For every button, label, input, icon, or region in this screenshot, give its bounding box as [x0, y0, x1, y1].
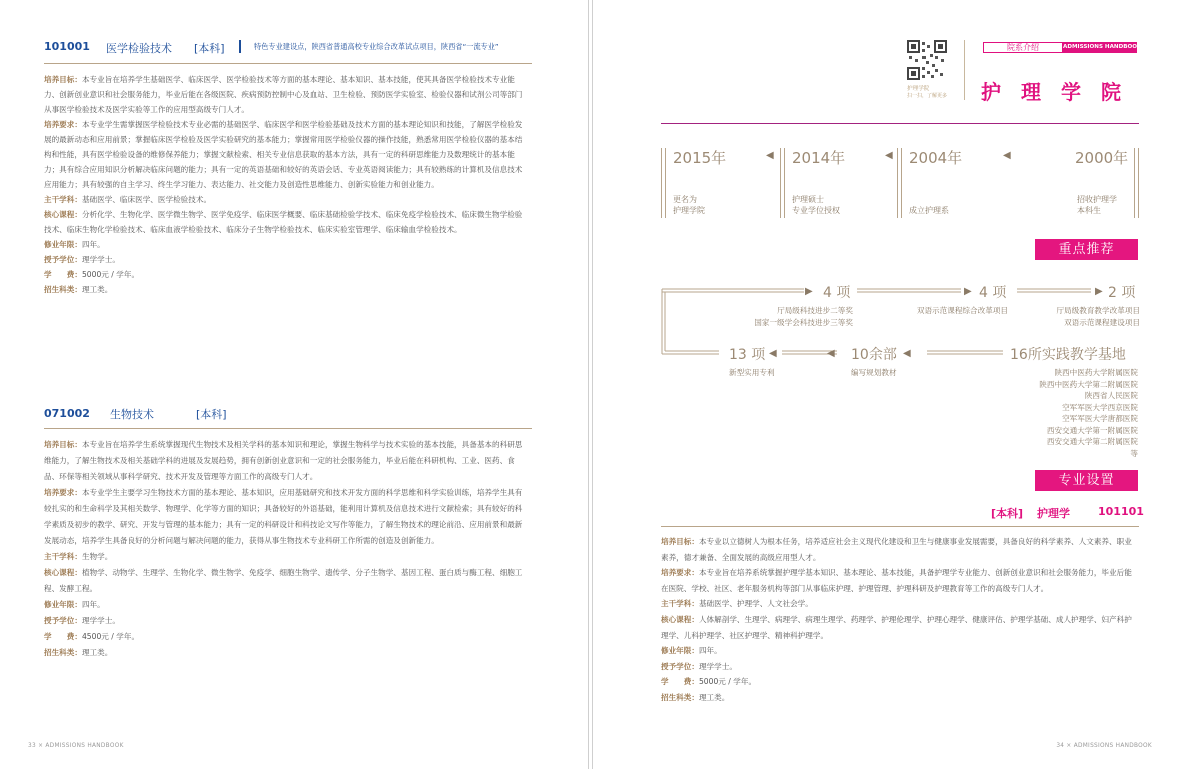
major1-divider [239, 40, 241, 53]
major2-goal: 培养目标：本专业旨在培养学生系统掌握现代生物技术及相关学科的基本知识和理论，掌握生物科学与技术实验的基本技能，具备基本的科研思维能力，了解生物技术及相关基础学科的进展及发展趋势，拥有创新创业意识和一定的社会服务能力，毕业后能在科研机构、工业、医药、食品、环保等相关领域从事科学研究、技术开发及管理等方面工作的高级专门人才。 [44, 440, 523, 481]
college-title: 护 理 学 院 [981, 80, 1121, 104]
rec-num-3: 2 项 [1108, 285, 1136, 301]
timeline-2014-line2: 专业学位授权 [792, 206, 840, 215]
timeline-bar-6 [901, 148, 902, 218]
rec-num-4: 13 项 [729, 347, 766, 363]
major-duration: 修业年限：四年。 [661, 646, 722, 656]
rec-arrow-2: ▶ [964, 286, 972, 297]
major-level: [本科] [991, 507, 1024, 520]
rec-num-2: 4 项 [979, 285, 1007, 301]
rec-num-5: 10余部 [851, 347, 897, 363]
left-page [0, 0, 589, 769]
major-name: 护理学 [1037, 507, 1070, 520]
timeline-bar-8 [1138, 148, 1139, 218]
major2-code: 071002 [44, 407, 90, 420]
major-body [661, 534, 1137, 706]
major-tuition: 学 费：5000元 / 学年。 [661, 677, 757, 687]
major-category: 招生科类：理工类。 [661, 692, 730, 702]
timeline-bar-2 [665, 148, 666, 218]
timeline-year-2004: 2004年 [909, 149, 963, 167]
major1-name: 医学检验技术 [106, 42, 172, 55]
timeline-year-2015: 2015年 [673, 149, 727, 167]
major2-level: [本科] [196, 408, 227, 421]
right-page-footer: 34 × ADMISSIONS HANDBOOK [1056, 743, 1152, 749]
qr-caption-2: 扫一扫，了解更多 [907, 93, 948, 99]
rec-text-2: 双语示范课程综合改革项目 [916, 306, 1008, 315]
major2-separator [44, 428, 532, 429]
timeline-arrow-2: ◀ [885, 150, 893, 161]
timeline-2014-line1: 护理硕士 [792, 195, 824, 204]
rec-arrow-6: ◀ [903, 348, 911, 359]
rec-arrow-5: ◀ [827, 348, 835, 359]
major2-main-subject: 主干学科：生物学。 [44, 552, 113, 561]
timeline-2000-line1: 招收护理学 [1077, 195, 1117, 204]
timeline-year-2000: 2000年 [1075, 149, 1129, 167]
timeline-bar-3 [780, 148, 781, 218]
major-separator [661, 526, 1139, 527]
major2-tuition: 学 费：4500元 / 学年。 [44, 632, 140, 641]
major-code: 101101 [1098, 505, 1144, 518]
major1-body [44, 72, 526, 297]
timeline-2004-line2: 成立护理系 [909, 206, 949, 215]
section-recommend: 重点推荐 [1035, 239, 1138, 260]
major-main-subject: 主干学科：基础医学、护理学、人文社会学。 [661, 599, 813, 609]
major1-note: 特色专业建设点，陕西省普通高校专业综合改革试点项目，陕西省“一流专业” [254, 42, 499, 51]
timeline-2015-line1: 更名为 [673, 195, 697, 204]
major1-goal: 培养目标：本专业旨在培养学生基础医学、临床医学、医学检验技术等方面的基本理论、基本知识、基本技能，使其具备医学检验技术专业能力、创新创业意识和社会服务能力，毕业后能在各级医院、疾病预防控制中心及血站、卫生检验、预防医学实验室、检验仪器和试剂公司等部门从事医学检验技术及医学实验等工作的应用型高级专门人才。 [44, 75, 523, 114]
major1-degree: 授予学位：理学学士。 [44, 255, 120, 264]
tag-en: ADMISSIONS HANDBOOK [1063, 42, 1137, 53]
major1-main-subject: 主干学科：基础医学、临床医学、医学检验技术。 [44, 195, 212, 204]
timeline-arrow-3: ◀ [1003, 150, 1011, 161]
major-goal: 培养目标：本专业以立德树人为根本任务，培养适应社会主义现代化建设和卫生与健康事业发展需要，具备良好的科学素养、人文素养、职业素养，德才兼备、全面发展的高级应用型人才。 [661, 537, 1132, 562]
major1-tuition: 学 费：5000元 / 学年。 [44, 270, 140, 279]
timeline-bar-1 [661, 148, 662, 218]
major1-code: 101001 [44, 40, 90, 53]
rec-text-6: 陕西中医药大学附属医院 陕西中医药大学第二附属医院 陕西省人民医院 空军军医大学西京医院 空军军医大学唐都医院 西安交通大学第一附属医院 西安交通大学第二附属医院 等 [1039, 368, 1138, 458]
major1-separator [44, 63, 532, 64]
timeline-2015-line2: 护理学院 [673, 206, 705, 215]
major1-requirements: 培养要求：本专业学生需掌握医学检验技术专业必需的基础医学、临床医学和医学检验基础及技术方面的基本理论知识和技能，了解医学检验发展的最新动态和应用前景；掌握临床医学检验及医学实验研究的基本能力；掌握常用医学检验仪器的操作技能，熟悉常用医学检验仪器的基本结构和性能，具有医学检验设备的维修保养能力；掌握文献检索、相关专业信息获取的基本方法，具有一定的科研思维能力及数理统计的基本能力；具有综合应用知识分析解决临床问题的能力；具有一定的英语基础和较好的英语会话、专业英语阅读能力；具有较熟练的计算机及信息技术应用能力；具有较强的自主学习、终生学习能力、表达能力、社交能力及创造性思维能力、创新实验能力和创业能力。 [44, 120, 523, 189]
rec-text-3: 厅局级教育教学改革项目 双语示范课程建设项目 [1056, 306, 1140, 327]
major2-core-courses: 核心课程：植物学、动物学、生理学、生物化学、微生物学、免疫学、细胞生物学、遗传学、分子生物学、基因工程、蛋白质与酶工程、细胞工程、发酵工程。 [44, 568, 523, 593]
timeline-year-2014: 2014年 [792, 149, 846, 167]
rec-text-1: 厅局级科技进步二等奖 国家一级学会科技进步三等奖 [754, 306, 853, 327]
rec-num-6: 16所实践教学基地 [1010, 347, 1126, 363]
rec-arrow-1: ▶ [805, 286, 813, 297]
section-major: 专业设置 [1035, 470, 1138, 491]
major1-core-courses: 核心课程：分析化学、生物化学、医学微生物学、医学免疫学、临床医学概要、临床基础检验学技术、临床免疫学检验技术、临床微生物学检验技术、临床生物化学检验技术、临床血液学检验技术、临床分子生物学检验技术、临床实验室管理学、临床输血学检验技术。 [44, 210, 523, 234]
qr-caption-1: 护理学院 [907, 86, 930, 92]
right-page [592, 0, 1179, 769]
major2-duration: 修业年限：四年。 [44, 600, 105, 609]
major2-name: 生物技术 [110, 408, 154, 421]
major2-requirements: 培养要求：本专业学生主要学习生物技术方面的基本理论、基本知识，应用基础研究和技术开发方面的科学思维和科学实验训练，培养学生具有较扎实的和生命科学及其相关数学、物理学、化学等方面的知识；具备较好的外语基础，能利用计算机及信息技术进行文献检索；具有较好的科学素质及初步的教学、研究、开发与管理的基本能力；具有一定的科研设计和科技论文写作等能力，了解生物技术的理论前沿、应用前景和最新发展动态，培养学生具备良好的分析问题与解决问题的能力，获得从事生物技术专业科研工作所需的创造及创新能力。 [44, 488, 523, 545]
tag-cn: 院系介绍 [983, 42, 1063, 53]
major2-degree: 授予学位：理学学士。 [44, 616, 120, 625]
rec-arrow-4: ◀ [769, 348, 777, 359]
timeline-bar-5 [897, 148, 898, 218]
timeline-bar-4 [784, 148, 785, 218]
qr-code-icon [907, 40, 947, 80]
major1-category: 招生科类：理工类。 [44, 285, 113, 294]
rec-text-5: 编写规划教材 [851, 368, 897, 377]
major1-level: [本科] [194, 42, 225, 55]
major1-duration: 修业年限：四年。 [44, 240, 105, 249]
title-underline [661, 123, 1139, 124]
timeline-arrow-1: ◀ [766, 150, 774, 161]
major2-category: 招生科类：理工类。 [44, 648, 113, 657]
major-core-courses: 核心课程：人体解剖学、生理学、病理学、病理生理学、药理学、护理伦理学、护理心理学、健康评估、护理学基础、成人护理学、妇产科护理学、儿科护理学、社区护理学、精神科护理学。 [661, 614, 1132, 640]
rec-num-1: 4 项 [823, 285, 851, 301]
major-degree: 授予学位：理学学士。 [661, 661, 737, 671]
rec-arrow-3: ▶ [1095, 286, 1103, 297]
header-divider [964, 40, 965, 100]
timeline-bar-7 [1134, 148, 1135, 218]
timeline-2000-line2: 本科生 [1077, 206, 1101, 215]
left-page-footer: 33 × ADMISSIONS HANDBOOK [28, 743, 124, 749]
major-requirements: 培养要求：本专业旨在培养系统掌握护理学基本知识、基本理论、基本技能，具备护理学专业能力、创新创业意识和社会服务能力，毕业后能在医院、学校、社区、老年服务机构等部门从事临床护理、护理管理、护理科研及护理教育等工作的高级专门人才。 [661, 568, 1132, 593]
rec-text-4: 新型实用专利 [729, 368, 775, 377]
major2-body [44, 437, 526, 661]
